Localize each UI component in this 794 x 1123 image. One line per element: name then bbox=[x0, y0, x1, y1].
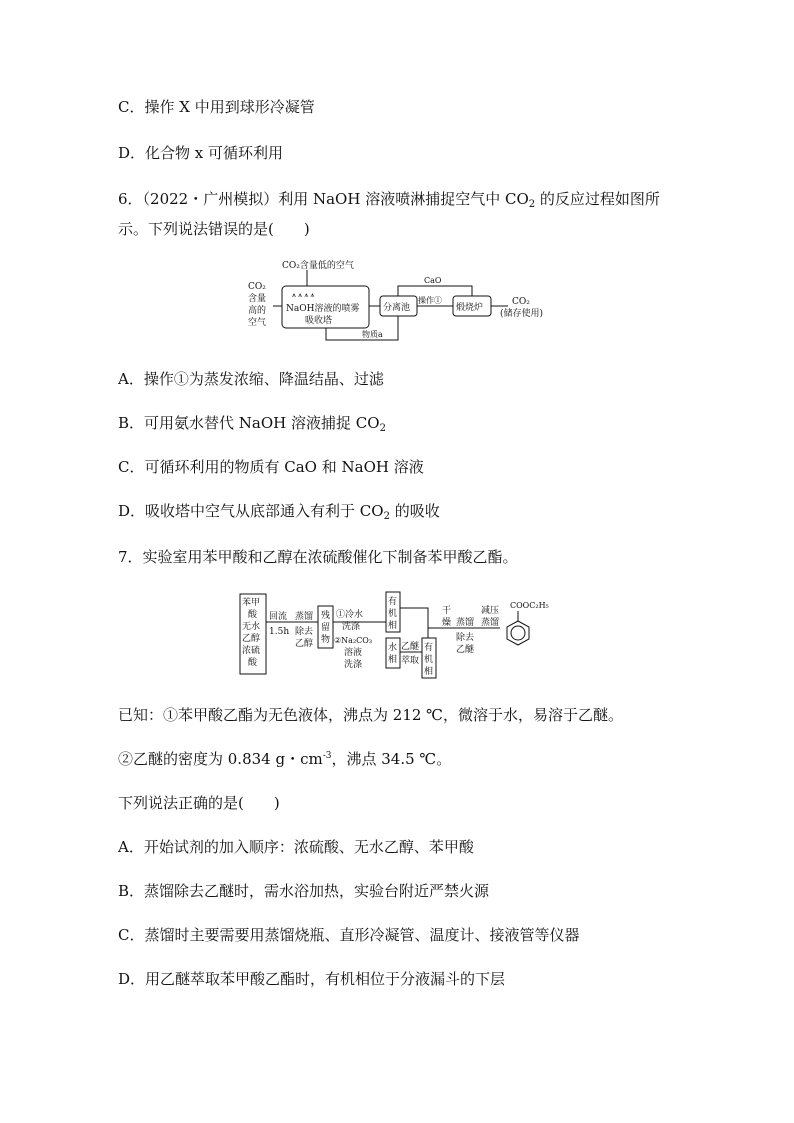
q7-reactant-5: 浓硫 bbox=[242, 646, 261, 656]
q6-option-d-a: D．吸收塔中空气从底部通入有利于 CO bbox=[118, 502, 384, 520]
q7-vacuum-1: 减压 bbox=[481, 606, 500, 616]
q6-flow-diagram bbox=[238, 256, 568, 346]
q6-option-b-text: B．可用氨水替代 NaOH 溶液捕捉 CO bbox=[118, 414, 380, 432]
q7-option-d: D．用乙醚萃取苯甲酸乙酯时，有机相位于分液漏斗的下层 bbox=[118, 970, 506, 988]
q6-op1: 操作① bbox=[418, 296, 442, 305]
q7-wash2-1: ②Na₂CO₃ bbox=[334, 636, 373, 645]
q6-input-1: CO₂ bbox=[248, 282, 266, 292]
q7-dry-2: 燥 bbox=[442, 618, 452, 628]
q7-reactant-2: 酸 bbox=[248, 610, 258, 620]
q6-cao-loop bbox=[398, 286, 472, 296]
q7-reactant-4: 乙醇 bbox=[242, 634, 261, 644]
q6-option-d-b: 的吸收 bbox=[389, 502, 440, 520]
q7-reactant-6: 酸 bbox=[248, 658, 258, 668]
q7-dry-1: 干 bbox=[442, 606, 452, 616]
q7-wash1-1: ①冷水 bbox=[336, 610, 364, 620]
q7-organic1-3: 相 bbox=[388, 621, 398, 631]
q7-extract-1: 乙醚 bbox=[401, 642, 420, 652]
q7-distill1-1: 蒸馏 bbox=[295, 612, 314, 622]
q7-reactant-3: 无水 bbox=[242, 622, 261, 632]
q6-output-2: (储存使用) bbox=[500, 309, 544, 319]
q7-known-2-sup: -3 bbox=[322, 751, 332, 761]
q6-stem-b: 的反应过程如图所 bbox=[535, 190, 660, 208]
q7-distill1-3: 乙醇 bbox=[295, 639, 314, 649]
q6-furnace: 煅烧炉 bbox=[456, 303, 484, 313]
q7-known-2-a: ②乙醚的密度为 0.834 g・cm bbox=[118, 750, 323, 768]
q5-option-c: C．操作 X 中用到球形冷凝管 bbox=[118, 98, 315, 116]
q7-known-2-b: ，沸点 34.5 ℃。 bbox=[331, 750, 452, 768]
q7-wash2-2: 溶液 bbox=[344, 648, 363, 658]
q7-stem: 7．实验室用苯甲酸和乙醇在浓硫酸催化下制备苯甲酸乙酯。 bbox=[118, 548, 518, 566]
q7-reactant-1: 苯甲 bbox=[242, 598, 261, 608]
q7-product-label: COOC₂H₅ bbox=[510, 601, 549, 610]
q7-residue-1: 残 bbox=[321, 611, 331, 621]
q7-option-c: C．蒸馏时主要需要用蒸馏烧瓶、直形冷凝管、温度计、接液管等仪器 bbox=[118, 926, 580, 944]
q7-merge-line bbox=[400, 608, 428, 638]
svg-text:⩚ ⩚ ⩚ ⩚: ⩚ ⩚ ⩚ ⩚ bbox=[292, 291, 315, 299]
q7-organic2-1: 有 bbox=[424, 643, 434, 653]
q7-known-1: 已知：①苯甲酸乙酯为无色液体，沸点为 212 ℃，微溶于水，易溶于乙醚。 bbox=[118, 706, 623, 724]
q7-organic2-3: 相 bbox=[424, 667, 434, 677]
q6-output-1: CO₂ bbox=[512, 297, 530, 307]
q6-stem-line2: 示。下列说法错误的是( ) bbox=[118, 220, 310, 238]
q7-distill1-2: 除去 bbox=[295, 627, 314, 637]
q7-wash1-2: 洗涤 bbox=[342, 622, 361, 632]
q7-vacuum-2: 蒸馏 bbox=[481, 618, 500, 628]
q6-input-4: 空气 bbox=[248, 318, 267, 328]
q7-aqueous-2: 相 bbox=[388, 655, 398, 665]
q6-cao: CaO bbox=[424, 276, 442, 285]
q6-spray-marks bbox=[292, 291, 315, 299]
q6-tower-2: 吸收塔 bbox=[305, 316, 333, 326]
q6-option-d-sub: 2 bbox=[383, 511, 390, 522]
q7-organic1-1: 有 bbox=[388, 597, 398, 607]
q6-option-d bbox=[118, 500, 440, 522]
q7-option-a: A．开始试剂的加入顺序：浓硫酸、无水乙醇、苯甲酸 bbox=[118, 838, 474, 856]
q7-organic1-2: 机 bbox=[388, 609, 398, 619]
q6-option-c: C．可循环利用的物质有 CaO 和 NaOH 溶液 bbox=[118, 458, 424, 476]
q6-stem-a: 6．（2022・广州模拟）利用 NaOH 溶液喷淋捕捉空气中 CO bbox=[118, 190, 529, 208]
q7-reflux-1: 回流 bbox=[269, 612, 288, 622]
q7-option-b: B．蒸馏除去乙醚时，需水浴加热，实验台附近严禁火源 bbox=[118, 882, 490, 900]
q7-question: 下列说法正确的是( ) bbox=[118, 794, 280, 812]
q6-substance-a: 物质a bbox=[362, 330, 383, 339]
benzene-ring-icon bbox=[507, 611, 529, 645]
q6-tower-1: NaOH溶液的喷雾 bbox=[286, 304, 360, 314]
q7-residue-3: 物 bbox=[321, 635, 331, 645]
q7-reflux-2: 1.5h bbox=[269, 627, 290, 637]
q6-separator: 分离池 bbox=[383, 303, 411, 313]
q7-distill2-3: 乙醚 bbox=[456, 645, 475, 655]
q6-option-b-sub: 2 bbox=[379, 423, 386, 434]
q7-flow-diagram bbox=[238, 588, 563, 680]
q7-distill2-2: 除去 bbox=[456, 633, 475, 643]
q6-stem-sub: 2 bbox=[528, 199, 536, 210]
q7-distill2-1: 蒸馏 bbox=[456, 618, 475, 628]
q7-organic2-2: 机 bbox=[424, 655, 434, 665]
q6-stem-line1 bbox=[118, 188, 660, 210]
q5-option-d: D．化合物 x 可循环利用 bbox=[118, 144, 284, 162]
q7-aqueous-1: 水 bbox=[388, 643, 398, 653]
q7-wash2-3: 洗涤 bbox=[344, 660, 363, 670]
q6-input-3: 高的 bbox=[248, 306, 267, 316]
q6-option-b bbox=[118, 412, 386, 434]
q7-extract-2: 萃取 bbox=[401, 656, 420, 666]
q6-top-label: CO₂含量低的空气 bbox=[282, 261, 354, 271]
q6-input-2: 含量 bbox=[248, 294, 267, 304]
q7-known-2 bbox=[118, 748, 451, 769]
q7-residue-2: 留 bbox=[321, 623, 331, 633]
q6-option-a: A．操作①为蒸发浓缩、降温结晶、过滤 bbox=[118, 370, 384, 388]
